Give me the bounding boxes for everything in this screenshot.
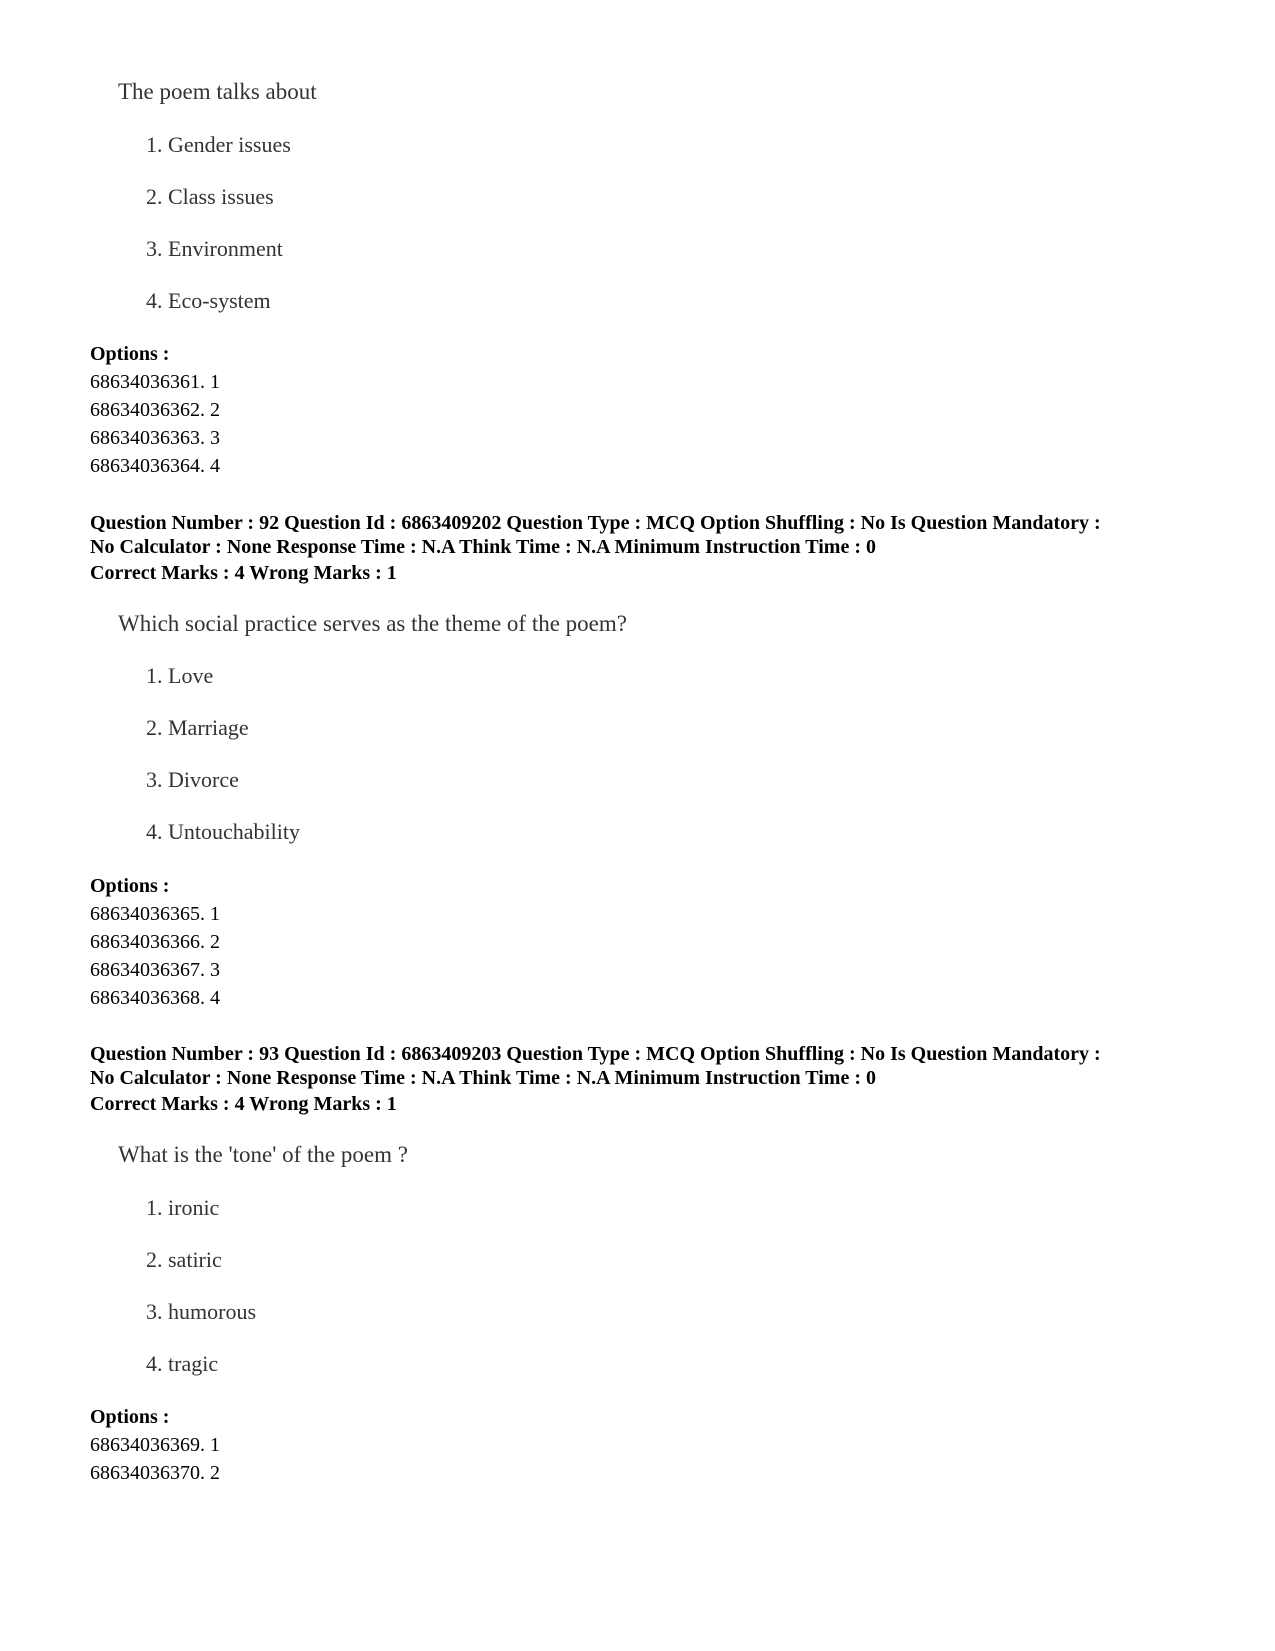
question-text: What is the 'tone' of the poem ? xyxy=(118,1142,408,1167)
option-id: 68634036365. 1 xyxy=(90,903,220,925)
answer-choice: 2. Class issues xyxy=(146,184,274,209)
answer-choice: 3. humorous xyxy=(146,1299,256,1324)
question-text: The poem talks about xyxy=(118,79,317,104)
answer-choice: 2. satiric xyxy=(146,1247,222,1272)
question-meta-line: No Calculator : None Response Time : N.A Think Time : N.A Minimum Instruction Time : 0 xyxy=(90,1067,876,1089)
option-id: 68634036364. 4 xyxy=(90,455,220,477)
question-meta-line: Question Number : 93 Question Id : 6863409203 Question Type : MCQ Option Shuffling : No Is Question Mandatory : xyxy=(90,1043,1101,1065)
question-meta xyxy=(90,511,1210,559)
answer-choice: 4. tragic xyxy=(146,1351,219,1376)
answer-choice: 2. Marriage xyxy=(146,715,249,740)
option-id: 68634036362. 2 xyxy=(90,399,220,421)
marks-line: Correct Marks : 4 Wrong Marks : 1 xyxy=(90,1093,397,1115)
option-id: 68634036363. 3 xyxy=(90,427,220,449)
option-id: 68634036366. 2 xyxy=(90,931,220,953)
options-heading: Options : xyxy=(90,875,170,897)
question-meta-line: No Calculator : None Response Time : N.A Think Time : N.A Minimum Instruction Time : 0 xyxy=(90,536,876,558)
answer-choice: 3. Divorce xyxy=(146,767,239,792)
answer-choice: 1. Gender issues xyxy=(146,132,291,157)
marks-line: Correct Marks : 4 Wrong Marks : 1 xyxy=(90,562,397,584)
answer-choice: 3. Environment xyxy=(146,236,283,261)
option-id: 68634036367. 3 xyxy=(90,959,220,981)
options-heading: Options : xyxy=(90,343,170,365)
options-heading: Options : xyxy=(90,1406,170,1428)
answer-choice: 4. Eco-system xyxy=(146,288,271,313)
option-id: 68634036361. 1 xyxy=(90,371,220,393)
option-id: 68634036370. 2 xyxy=(90,1462,220,1484)
option-id: 68634036368. 4 xyxy=(90,987,220,1009)
answer-choice: 4. Untouchability xyxy=(146,819,300,844)
answer-choice: 1. ironic xyxy=(146,1195,220,1220)
question-meta xyxy=(90,1042,1210,1090)
question-meta-line: Question Number : 92 Question Id : 6863409202 Question Type : MCQ Option Shuffling : No Is Question Mandatory : xyxy=(90,512,1101,534)
answer-choice: 1. Love xyxy=(146,663,214,688)
question-text: Which social practice serves as the theme of the poem? xyxy=(118,611,627,636)
option-id: 68634036369. 1 xyxy=(90,1434,220,1456)
